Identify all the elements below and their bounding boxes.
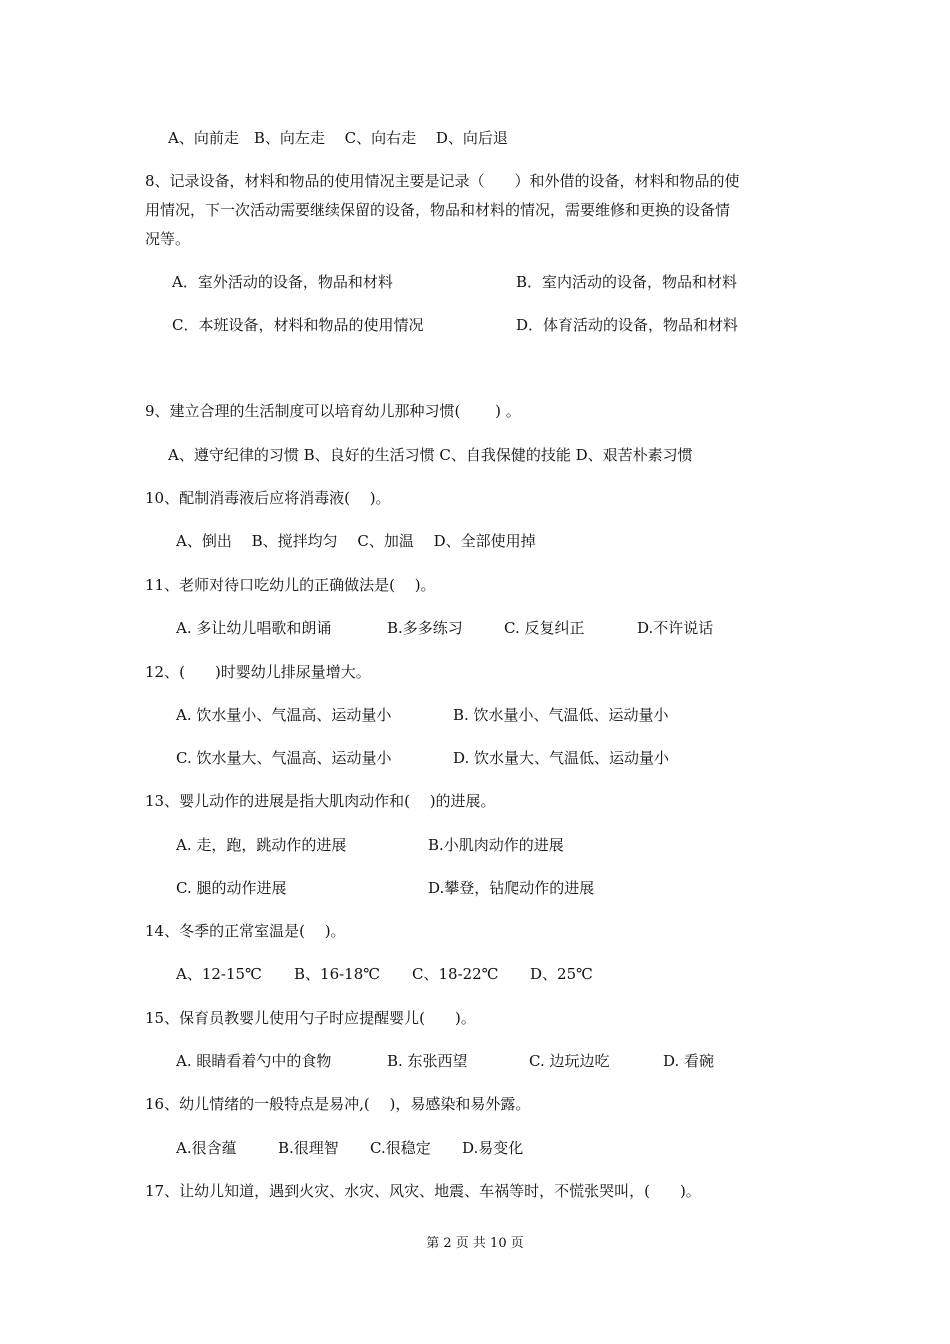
q15-option-b: B. 东张西望 <box>387 1052 468 1070</box>
q12-stem: 12、( )时婴幼儿排尿量增大。 <box>145 663 371 681</box>
q8-stem-line-3: 况等。 <box>145 230 191 248</box>
q11-option-d: D.不许说话 <box>637 619 714 637</box>
q8-option-c: C．本班设备，材料和物品的使用情况 <box>172 316 424 334</box>
q16-stem: 16、幼儿情绪的一般特点是易冲,( )，易感染和易外露。 <box>145 1095 531 1113</box>
q16-option-c: C.很稳定 <box>370 1139 431 1157</box>
q11-stem: 11、老师对待口吃幼儿的正确做法是( )。 <box>145 576 436 594</box>
q14-option-b: B、16-18℃ <box>294 965 381 983</box>
q13-option-b: B.小肌肉动作的进展 <box>428 836 564 854</box>
q12-option-d: D. 饮水量大、气温低、运动量小 <box>453 749 670 767</box>
q12-option-b: B. 饮水量小、气温低、运动量小 <box>453 706 669 724</box>
q13-option-d: D.攀登，钻爬动作的进展 <box>428 879 595 897</box>
q8-stem-line-1: 8、记录设备，材料和物品的使用情况主要是记录（ ）和外借的设备，材料和物品的使 <box>145 172 740 190</box>
q13-stem: 13、婴儿动作的进展是指大肌肉动作和( )的进展。 <box>145 792 496 810</box>
q13-option-a: A. 走，跑，跳动作的进展 <box>176 836 347 854</box>
q11-option-c: C. 反复纠正 <box>504 619 585 637</box>
q8-option-b: B．室内活动的设备，物品和材料 <box>516 273 738 291</box>
q8-option-a: A．室外活动的设备，物品和材料 <box>172 273 393 291</box>
q16-option-b: B.很理智 <box>278 1139 339 1157</box>
q14-option-c: C、18-22℃ <box>412 965 499 983</box>
page-number-footer: 第 2 页 共 10 页 <box>426 1236 524 1251</box>
q13-option-c: C. 腿的动作进展 <box>176 879 287 897</box>
q14-option-d: D、25℃ <box>530 965 593 983</box>
q7-options: A、向前走 B、向左走 C、向右走 D、向后退 <box>168 129 508 147</box>
q11-option-b: B.多多练习 <box>387 619 463 637</box>
q10-stem: 10、配制消毒液后应将消毒液( )。 <box>145 489 391 507</box>
q10-options: A、倒出 B、搅拌均匀 C、加温 D、全部使用掉 <box>176 532 536 550</box>
q12-option-a: A. 饮水量小、气温高、运动量小 <box>176 706 392 724</box>
q9-stem: 9、建立合理的生活制度可以培育幼儿那种习惯( ) 。 <box>145 402 521 420</box>
q8-stem-line-2: 用情况，下一次活动需要继续保留的设备，物品和材料的情况，需要维修和更换的设备情 <box>145 201 731 219</box>
q16-option-d: D.易变化 <box>462 1139 524 1157</box>
q14-option-a: A、12-15℃ <box>176 965 262 983</box>
q15-option-d: D. 看碗 <box>663 1052 715 1070</box>
q15-option-c: C. 边玩边吃 <box>529 1052 610 1070</box>
q12-option-c: C. 饮水量大、气温高、运动量小 <box>176 749 392 767</box>
q11-option-a: A. 多让幼儿唱歌和朗诵 <box>176 619 332 637</box>
q15-stem: 15、保育员教婴儿使用勺子时应提醒婴儿( )。 <box>145 1009 476 1027</box>
q15-option-a: A. 眼睛看着勺中的食物 <box>176 1052 332 1070</box>
q16-option-a: A.很含蕴 <box>176 1139 237 1157</box>
q8-option-d: D．体育活动的设备，物品和材料 <box>516 316 739 334</box>
q14-stem: 14、冬季的正常室温是( )。 <box>145 922 346 940</box>
q17-stem: 17、让幼儿知道，遇到火灾、水灾、风灾、地震、车祸等时，不慌张哭叫，( )。 <box>145 1182 701 1200</box>
q9-options: A、遵守纪律的习惯 B、良好的生活习惯 C、自我保健的技能 D、艰苦朴素习惯 <box>168 446 693 464</box>
